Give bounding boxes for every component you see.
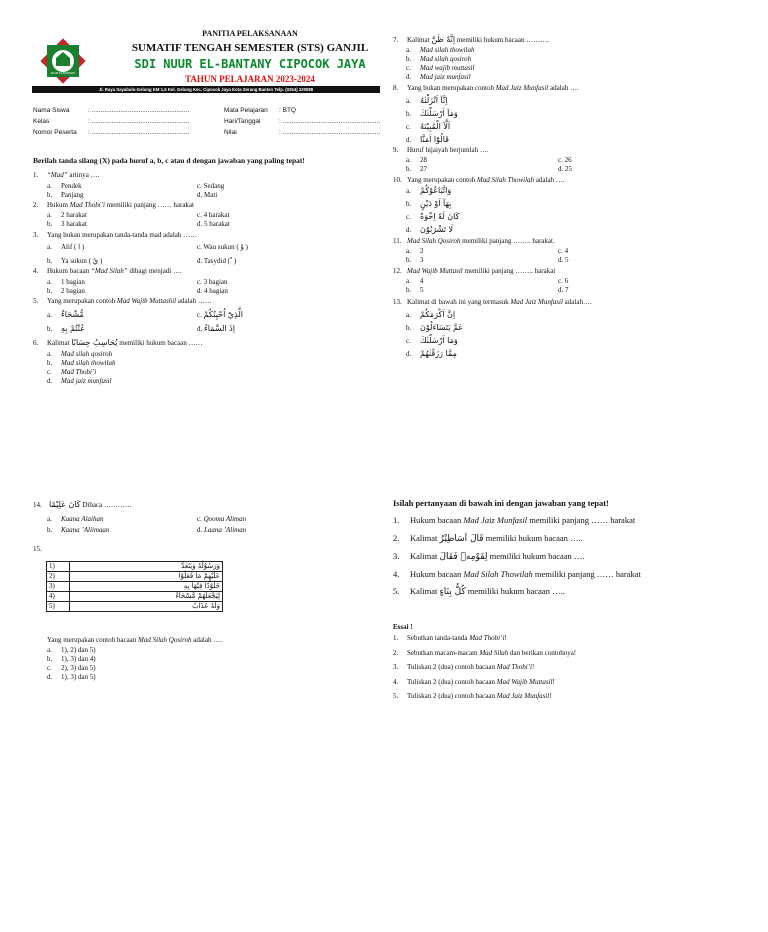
- q9-option-b[interactable]: b. 27: [406, 165, 427, 173]
- q2-option-d[interactable]: d. 5 harakat: [197, 220, 230, 228]
- q15-table: [46, 561, 223, 612]
- q10-option-c[interactable]: c. كَانَ لَهٗ اِخْوَةٌ: [406, 212, 460, 221]
- question-4: 4. Hukum bacaan “Mad Silah” dibagi menjadi ….: [33, 267, 182, 275]
- q5-option-b[interactable]: b. عُنْتُمْ بِهِ: [47, 324, 85, 333]
- label-mapel: Mata Pelajaran: [224, 107, 268, 114]
- q14-option-d[interactable]: d. Laana ’Aliman: [197, 526, 247, 534]
- question-1: 1. “Mad” artinya ….: [33, 171, 100, 179]
- fill-item-2: 2. Kalimat قَالَ اَسَاطِيْرُ memiliki hukum bacaan …..: [393, 533, 583, 544]
- q7-option-b[interactable]: b. Mad silah qosiroh: [406, 55, 472, 63]
- q6-option-c[interactable]: c. Mad Thobi’i: [47, 368, 97, 376]
- identity-left: [33, 105, 189, 138]
- fill-item-5: 5. Kalimat كُلُّ بِنَاءٍ memiliki hukum bacaan …..: [393, 586, 565, 597]
- identity-right: [224, 105, 380, 138]
- q11-option-c[interactable]: c. 4: [558, 247, 569, 255]
- q8-option-d[interactable]: d. قَالُوْٓا اَمَنَّا: [406, 135, 449, 144]
- table-row: 3) خَلُوْدًا فِيْهَا بِهِ: [47, 582, 223, 592]
- q6-option-d[interactable]: d. Mad jaiz munfasil: [47, 377, 112, 385]
- field-hari[interactable]: : ......................................................: [279, 118, 381, 125]
- q1-option-b[interactable]: b. Panjang: [47, 191, 84, 199]
- table-row: 2) عَلَيْهِمْ مَا فَعَلُوْا: [47, 572, 223, 582]
- q11-option-d[interactable]: d. 5: [558, 256, 569, 264]
- q5-option-a[interactable]: a. مُّشْحَاءٌ: [47, 310, 84, 319]
- q6-option-b[interactable]: b. Mad silah thowilah: [47, 359, 116, 367]
- q1-option-a[interactable]: a. Pendek: [47, 182, 82, 190]
- q12-option-d[interactable]: d. 7: [558, 286, 569, 294]
- q8-option-a[interactable]: a. اِنَّآ اَنْزَلْنٰهُ: [406, 96, 448, 105]
- q9-option-c[interactable]: c. 26: [558, 156, 572, 164]
- question-3: 3. Yang bukan merupakan tanda-tanda mad adalah ……: [33, 231, 198, 239]
- q5-option-d[interactable]: d. اِذَ السَّمَاءُ: [197, 324, 235, 333]
- fill-item-1: 1. Hukum bacaan Mad Jaiz Munfasil memiliki panjang …… harakat: [393, 515, 636, 525]
- mc-instructions: Berilah tanda silang (X) pada huruf a, b, c atau d dengan jawaban yang paling tepat!: [33, 156, 305, 165]
- q7-option-c[interactable]: c. Mad wajib muttasil: [406, 64, 475, 72]
- q12-option-a[interactable]: a. 4: [406, 277, 424, 285]
- label-hari: Hari/Tanggal: [224, 118, 261, 125]
- question-9: 9. Huruf hijaiyah berjumlah ….: [393, 146, 489, 154]
- q4-option-c[interactable]: c. 3 bagian: [197, 278, 228, 286]
- question-2: 2. Hukum Mad Thobi’i memiliki panjang …… harakat: [33, 201, 194, 209]
- q2-option-b[interactable]: b. 3 harakat: [47, 220, 87, 228]
- essay-item-4: 4. Tuliskan 2 (dua) contoh bacaan Mad Wajib Muttasil!: [393, 678, 555, 686]
- q10-option-d[interactable]: d. لَا تَشْرَبُوْنَ: [406, 225, 454, 234]
- school-logo: [38, 36, 88, 86]
- question-13: 13. Kalimat di bawah ini yang termasuk Mad Jaiz Munfasil adalah….: [393, 298, 592, 306]
- q12-option-b[interactable]: b. 5: [406, 286, 424, 294]
- field-nama[interactable]: : ......................................................: [88, 107, 190, 114]
- label-nama: Nama Siswa: [33, 107, 70, 114]
- q13-option-c[interactable]: c. وَمَا اَرْسَلْنٰكَ: [406, 336, 458, 345]
- q11-option-a[interactable]: a. 2: [406, 247, 424, 255]
- essay-item-2: 2. Sebutkan macam-macam Mad Silah dan berikan contohnya!: [393, 649, 577, 657]
- table-row: 4) لِيَجْعَلَهُمْ مُّسْحَاءً: [47, 592, 223, 602]
- q1-option-d[interactable]: d. Mati: [197, 191, 218, 199]
- fill-item-3: 3. Kalimat لِقَوْمِهٖ فَقَالَ memiliki hukum bacaan ….: [393, 551, 585, 562]
- q1-option-c[interactable]: c. Sedang: [197, 182, 225, 190]
- q4-option-d[interactable]: d. 4 bagian: [197, 287, 228, 295]
- label-kelas: Kelas: [33, 118, 50, 125]
- committee-title: PANITIA PELAKSANAAN: [202, 29, 298, 38]
- essay-item-1: 1. Sebutkan tanda-tanda Mad Thobi’i!: [393, 634, 507, 642]
- question-12: 12. Mad Wajib Muttasil memiliki panjang …….. harakat: [393, 267, 556, 275]
- table-row: 5) وَلَهٗ عَذَابٌ: [47, 602, 223, 612]
- field-kelas[interactable]: : ......................................................: [88, 118, 190, 125]
- q7-option-a[interactable]: a. Mad silah thowilah: [406, 46, 475, 54]
- field-nilai[interactable]: : ......................................................: [279, 129, 381, 136]
- question-11: 11. Mad Silah Qosiroh memiliki panjang …….. harakat.: [393, 237, 555, 245]
- logo-text: NUUR EL-BANTANY: [50, 72, 76, 75]
- essay-item-5: 5. Tuliskan 2 (dua) contoh bacaan Mad Jaiz Munfasil!: [393, 692, 552, 700]
- q7-option-d[interactable]: d. Mad jaiz munfasil: [406, 73, 471, 81]
- q13-option-d[interactable]: d. مِمَّا رَزَقْنٰهُمْ: [406, 349, 457, 358]
- question-6: 6. Kalimat يُحَاسِبُ حِسَابًا memiliki hukum bacaan ……: [33, 338, 203, 347]
- q15-option-a[interactable]: a. 1), 2) dan 5): [47, 646, 96, 654]
- field-mapel: : BTQ: [279, 107, 296, 114]
- essay-item-3: 3. Tuliskan 2 (dua) contoh bacaan Mad Thobi’i!: [393, 663, 535, 671]
- q4-option-a[interactable]: a. 1 bagian: [47, 278, 85, 286]
- q6-option-a[interactable]: a. Mad silah qosiroh: [47, 350, 113, 358]
- school-year: TAHUN PELAJARAN 2023-2024: [185, 74, 315, 84]
- q10-option-a[interactable]: a. وَاتَّبَاعُوْكُمْ: [406, 186, 452, 195]
- q9-option-a[interactable]: a. 28: [406, 156, 427, 164]
- q13-option-b[interactable]: b. عَمَّ يَتَسَاءَلُوْنَ: [406, 323, 464, 332]
- question-7: 7. Kalimat اِنَّهٗ ظَنَّ memiliki hukum bacaan ……….: [393, 35, 549, 44]
- school-name: SDI NUUR EL-BANTANY CIPOCOK JAYA: [134, 57, 366, 71]
- q8-option-b[interactable]: b. وَمَآ اَرْسَلْنٰكَ: [406, 109, 458, 118]
- q13-option-a[interactable]: a. اِنَّ اَكْرَمَكُمْ: [406, 310, 456, 319]
- label-nilai: Nilai: [224, 129, 237, 136]
- q3-option-a[interactable]: a. Alif ( ا ): [47, 243, 85, 251]
- q11-option-b[interactable]: b. 3: [406, 256, 424, 264]
- q14-option-c[interactable]: c. Qooma Aliman: [197, 515, 247, 523]
- q15-option-c[interactable]: c. 2), 3) dan 5): [47, 664, 96, 672]
- question-10: 10. Yang merupakan contoh Mad Silah Thowilah adalah ….: [393, 176, 565, 184]
- question-8: 8. Yang bukan merupakan contoh Mad Jaiz Munfasil adalah ….: [393, 84, 579, 92]
- q9-option-d[interactable]: d. 25: [558, 165, 572, 173]
- q8-option-c[interactable]: c. اَلَّآ الْمُبِيْنَهُ: [406, 122, 451, 131]
- question-14: 14. كَانَ عَلِيْمًا Dibaca …………: [33, 500, 132, 509]
- q4-option-b[interactable]: b. 2 bagian: [47, 287, 85, 295]
- q14-option-b[interactable]: b. Kaana ’Aliimaan: [47, 526, 110, 534]
- fill-instructions: Isilah pertanyaan di bawah ini dengan jawaban yang tepat!: [393, 498, 609, 508]
- question-15-number: 15.: [33, 545, 42, 553]
- q15-option-d[interactable]: d. 1), 3) dan 5): [47, 673, 96, 681]
- essay-title: Essai !: [393, 623, 413, 631]
- question-15-text: Yang merupakan contoh bacaan Mad Silah Qosiroh adalah ….: [47, 636, 222, 644]
- label-nomor: Nomor Peserta: [33, 129, 77, 136]
- q10-option-b[interactable]: b. بِهَآ اَوْ دَيْنٍ: [406, 199, 452, 208]
- q3-option-c[interactable]: c. Wau sukun ( وْ ): [197, 243, 248, 251]
- q3-option-b[interactable]: b. Ya sukun ( يْ ): [47, 257, 103, 265]
- q3-option-d[interactable]: d. Tasydid ( ّ ): [197, 257, 237, 265]
- question-5: 5. Yang merupakan contoh Mad Wajib Muttashil adalah ……: [33, 297, 212, 305]
- exam-title: SUMATIF TENGAH SEMESTER (STS) GANJIL: [131, 42, 369, 54]
- q2-option-c[interactable]: c. 4 harakat: [197, 211, 230, 219]
- q12-option-c[interactable]: c. 6: [558, 277, 569, 285]
- address-text: Jl. Raya Sayabulu-Gelung KM 1,5 Kel. Gelung Kec. Cipocok Jaya Kota Serang Banten Telp. (0254) 220088: [98, 87, 314, 92]
- field-nomor[interactable]: : ......................................................: [88, 129, 190, 136]
- fill-item-4: 4. Hukum bacaan Mad Silah Thowilah memiliki panjang …… harakat: [393, 569, 641, 579]
- q14-option-a[interactable]: a. Kaana Alaihan: [47, 515, 104, 523]
- q15-option-b[interactable]: b. 1), 3) dan 4): [47, 655, 96, 663]
- table-row: 1) وَرَسُوْلُهٗ وَيَتَعَدَّ: [47, 562, 223, 572]
- q5-option-c[interactable]: c. الَّذِيْٓ اُحْيِتُكُمْ: [197, 310, 244, 319]
- q2-option-a[interactable]: a. 2 harakat: [47, 211, 87, 219]
